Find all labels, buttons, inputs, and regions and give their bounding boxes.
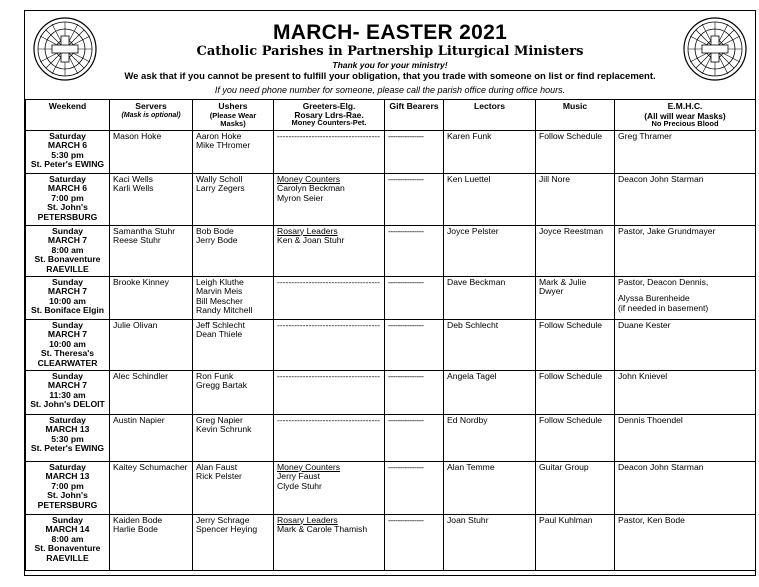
- weekend-line: CLEARWATER: [37, 357, 98, 368]
- weekend-line: PETERSBURG: [37, 499, 98, 510]
- weekend-line: MARCH 7: [47, 286, 88, 297]
- usher-name: Leigh Kluthe: [196, 276, 244, 287]
- music-entry: Jill Nore: [539, 173, 571, 184]
- lectors-cell: [444, 514, 536, 570]
- weekend-line: RAEVILLE: [46, 263, 89, 274]
- weekend-line: MARCH 6: [47, 140, 88, 151]
- lectors-cell: [444, 414, 536, 461]
- emhc-name: Alyssa Burenheide: [618, 293, 690, 304]
- weekend-cell: [26, 130, 110, 173]
- weekend-cell: [26, 225, 110, 276]
- greeters-cell: [274, 414, 385, 461]
- table-row: [26, 514, 756, 570]
- empty-dashes: ---------------: [388, 319, 424, 330]
- col-emhc: E.M.H.C. (All will wear Masks) No Precious Blood: [615, 100, 756, 131]
- music-cell: [536, 173, 615, 225]
- empty-dashes: ---------------: [388, 276, 424, 287]
- greeters-heading: Rosary Leaders: [277, 514, 338, 525]
- weekend-line: MARCH 13: [45, 424, 90, 435]
- weekend-line: Saturday: [49, 461, 86, 472]
- servers-cell: [110, 319, 193, 370]
- empty-dashes: ---------------: [388, 514, 424, 525]
- gift-cell: [385, 319, 444, 370]
- greeters-cell: [274, 276, 385, 319]
- music-entry: Joyce Reestman: [539, 225, 604, 236]
- empty-dashes: ------------------------------------: [277, 130, 381, 141]
- gift-cell: [385, 130, 444, 173]
- lector-name: Joan Stuhr: [447, 514, 489, 525]
- gift-cell: [385, 225, 444, 276]
- emhc-cell: [615, 276, 756, 319]
- weekend-cell: [26, 514, 110, 570]
- music-cell: [536, 514, 615, 570]
- empty-dashes: ---------------: [388, 461, 424, 472]
- col-ushers: Ushers (Please Wear Masks): [193, 100, 274, 131]
- empty-dashes: ---------------: [388, 173, 424, 184]
- empty-dashes: ------------------------------------: [277, 319, 381, 330]
- lector-name: Ken Luettel: [447, 173, 491, 184]
- weekend-line: MARCH 13: [45, 471, 90, 482]
- server-name: Kaitey Schumacher: [113, 461, 188, 472]
- servers-cell: [110, 514, 193, 570]
- server-name: Reese Stuhr: [113, 235, 161, 246]
- col-gift: Gift Bearers: [385, 100, 444, 131]
- emhc-cell: [615, 461, 756, 514]
- weekend-line: St. Boniface Elgin: [30, 305, 105, 316]
- table-row: [26, 276, 756, 319]
- weekend-line: PETERSBURG: [37, 211, 98, 222]
- servers-cell: [110, 414, 193, 461]
- weekend-cell: [26, 173, 110, 225]
- ushers-cell: [193, 414, 274, 461]
- emhc-cell: [615, 319, 756, 370]
- weekend-line: St. Theresa's: [40, 348, 95, 359]
- page-subtitle: Catholic Parishes in Partnership Liturgical Ministers: [196, 44, 584, 59]
- emhc-cell: [615, 414, 756, 461]
- col-greeters: Greeters-Elg. Rosary Ldrs-Rae. Money Counters-Pet.: [274, 100, 385, 131]
- weekend-line: St. John's: [47, 490, 88, 501]
- servers-cell: [110, 130, 193, 173]
- weekend-line: MARCH 14: [45, 524, 90, 535]
- lectors-cell: [444, 319, 536, 370]
- music-cell: [536, 370, 615, 414]
- empty-dashes: ------------------------------------: [277, 414, 381, 425]
- empty-dashes: ---------------: [388, 370, 424, 381]
- servers-cell: [110, 173, 193, 225]
- lector-name: Angela Tagel: [447, 370, 497, 381]
- table-row: [26, 414, 756, 461]
- servers-cell: [110, 225, 193, 276]
- usher-name: Jeff Schlecht: [196, 319, 246, 330]
- phone-note: If you need phone number for someone, please call the parish office during office hours.: [214, 85, 566, 95]
- music-entry: Follow Schedule: [539, 370, 603, 381]
- weekend-line: 10:00 am: [49, 338, 86, 349]
- empty-dashes: ------------------------------------: [277, 370, 381, 381]
- greeters-cell: [274, 225, 385, 276]
- usher-name: Marvin Meis: [196, 286, 243, 297]
- lector-name: Dave Beckman: [447, 276, 506, 287]
- emhc-cell: [615, 514, 756, 570]
- emhc-cell: [615, 173, 756, 225]
- greeter-name: Ken & Joan Stuhr: [277, 235, 345, 246]
- emhc-name: Deacon John Starman: [618, 173, 704, 184]
- music-entry: Follow Schedule: [539, 319, 603, 330]
- music-cell: [536, 276, 615, 319]
- ushers-cell: [193, 461, 274, 514]
- table-row: [26, 370, 756, 414]
- emhc-name: Pastor, Jake Grundmayer: [618, 225, 716, 236]
- lectors-cell: [444, 225, 536, 276]
- emhc-name: John Knievel: [618, 370, 668, 381]
- gift-cell: [385, 276, 444, 319]
- weekend-cell: [26, 370, 110, 414]
- page-title: MARCH- EASTER 2021: [272, 21, 508, 44]
- greeters-heading: Money Counters: [277, 461, 341, 472]
- usher-name: Bill Mescher: [196, 295, 243, 306]
- server-name: Austin Napier: [113, 414, 165, 425]
- lectors-cell: [444, 173, 536, 225]
- weekend-line: Saturday: [49, 173, 86, 184]
- emhc-name: Pastor, Ken Bode: [618, 514, 685, 525]
- weekend-line: MARCH 7: [47, 235, 88, 246]
- usher-name: Aaron Hoke: [196, 130, 242, 141]
- server-name: Alec Schindler: [113, 370, 168, 381]
- ushers-cell: [193, 173, 274, 225]
- weekend-line: 11:30 am: [49, 389, 86, 400]
- music-entry: Guitar Group: [539, 461, 589, 472]
- usher-name: Mike THromer: [196, 140, 251, 151]
- gift-cell: [385, 514, 444, 570]
- usher-name: Kevin Schrunk: [196, 424, 252, 435]
- weekend-line: MARCH 7: [47, 380, 88, 391]
- weekend-line: Sunday: [51, 514, 84, 525]
- weekend-line: 5:30 pm: [51, 149, 84, 160]
- weekend-cell: [26, 461, 110, 514]
- empty-dashes: ------------------------------------: [277, 276, 381, 287]
- usher-name: Greg Napier: [196, 414, 243, 425]
- lectors-cell: [444, 370, 536, 414]
- ushers-cell: [193, 225, 274, 276]
- weekend-line: St. Peter's EWING: [30, 159, 105, 170]
- emhc-cell: [615, 130, 756, 173]
- usher-name: Alan Faust: [196, 461, 238, 472]
- col-music: Music: [536, 100, 615, 131]
- greeters-cell: [274, 370, 385, 414]
- weekend-line: MARCH 6: [47, 183, 88, 194]
- weekend-line: St. John's: [47, 202, 88, 213]
- weekend-line: St. Bonaventure: [34, 543, 101, 554]
- lectors-cell: [444, 461, 536, 514]
- usher-name: Rick Pelster: [196, 471, 242, 482]
- greeters-cell: [274, 130, 385, 173]
- weekend-line: 8:00 am: [51, 244, 84, 255]
- table-row: [26, 173, 756, 225]
- emhc-name: Greg Thramer: [618, 130, 672, 141]
- weekend-line: Sunday: [51, 276, 84, 287]
- gift-cell: [385, 461, 444, 514]
- lector-name: Alan Temme: [447, 461, 495, 472]
- greeters-cell: [274, 514, 385, 570]
- greeters-cell: [274, 173, 385, 225]
- col-servers: Servers (Mask is optional): [110, 100, 193, 131]
- weekend-line: Sunday: [51, 370, 84, 381]
- weekend-line: Sunday: [51, 319, 84, 330]
- weekend-cell: [26, 276, 110, 319]
- lector-name: Deb Schlecht: [447, 319, 499, 330]
- music-entry: Follow Schedule: [539, 414, 603, 425]
- table-row: [26, 461, 756, 514]
- weekend-line: 7:00 pm: [51, 192, 84, 203]
- emhc-cell: [615, 225, 756, 276]
- gift-cell: [385, 173, 444, 225]
- emhc-name: Deacon John Starman: [618, 461, 704, 472]
- weekend-line: 10:00 am: [49, 295, 86, 306]
- weekend-cell: [26, 319, 110, 370]
- music-entry: Paul Kuhlman: [539, 514, 593, 525]
- usher-name: Bob Bode: [196, 225, 234, 236]
- server-name: Harlie Bode: [113, 524, 158, 535]
- gift-cell: [385, 414, 444, 461]
- thanks-note: Thank you for your ministry!: [332, 60, 448, 70]
- music-cell: [536, 130, 615, 173]
- weekend-cell: [26, 414, 110, 461]
- emhc-cell: [615, 370, 756, 414]
- greeter-name: Myron Seier: [277, 192, 324, 203]
- weekend-line: Saturday: [49, 130, 86, 141]
- servers-cell: [110, 370, 193, 414]
- schedule-page: [24, 10, 756, 576]
- greeter-name: Mark & Carole Thamish: [277, 524, 368, 535]
- server-name: Brooke Kinney: [113, 276, 169, 287]
- server-name: Mason Hoke: [113, 130, 162, 141]
- col-lectors: Lectors: [444, 100, 536, 131]
- usher-name: Randy Mitchell: [196, 305, 253, 316]
- usher-name: Ron Funk: [196, 370, 234, 381]
- table-row: [26, 319, 756, 370]
- music-cell: [536, 414, 615, 461]
- empty-dashes: ---------------: [388, 130, 424, 141]
- server-name: Julie Olivan: [113, 319, 158, 330]
- gift-cell: [385, 370, 444, 414]
- greeter-name: Jerry Faust: [277, 471, 320, 482]
- greeters-cell: [274, 461, 385, 514]
- emhc-name: (if needed in basement): [618, 302, 709, 313]
- table-row: [26, 130, 756, 173]
- server-name: Kaci Wells: [113, 173, 153, 184]
- weekend-line: RAEVILLE: [46, 552, 89, 563]
- usher-name: Wally Scholl: [196, 173, 243, 184]
- lectors-cell: [444, 276, 536, 319]
- weekend-line: 5:30 pm: [51, 433, 84, 444]
- ushers-cell: [193, 370, 274, 414]
- usher-name: Spencer Heying: [196, 524, 258, 535]
- ushers-cell: [193, 130, 274, 173]
- usher-name: Dean Thiele: [196, 329, 243, 340]
- ushers-cell: [193, 319, 274, 370]
- weekend-line: 8:00 am: [51, 533, 84, 544]
- table-row: [26, 225, 756, 276]
- server-name: Kaiden Bode: [113, 514, 163, 525]
- usher-name: Gregg Bartak: [196, 380, 248, 391]
- empty-dashes: ---------------: [388, 414, 424, 425]
- col-weekend: Weekend: [26, 100, 110, 131]
- servers-cell: [110, 461, 193, 514]
- lectors-cell: [444, 130, 536, 173]
- greeter-name: Clyde Stuhr: [277, 480, 322, 491]
- servers-cell: [110, 276, 193, 319]
- emhc-name: Pastor, Deacon Dennis,: [618, 276, 709, 287]
- emhc-name: Duane Kester: [618, 319, 671, 330]
- lector-name: Joyce Pelster: [447, 225, 499, 236]
- music-cell: [536, 225, 615, 276]
- lector-name: Karen Funk: [447, 130, 492, 141]
- weekend-line: MARCH 7: [47, 329, 88, 340]
- weekend-line: St. Bonaventure: [34, 254, 101, 265]
- server-name: Samantha Stuhr: [113, 225, 176, 236]
- music-entry: Follow Schedule: [539, 130, 603, 141]
- music-entry: Dwyer: [539, 286, 564, 297]
- weekend-line: St. Peter's EWING: [30, 443, 105, 454]
- weekend-line: Saturday: [49, 414, 86, 425]
- weekend-line: St. John's DELOIT: [30, 399, 105, 410]
- music-cell: [536, 319, 615, 370]
- weekend-line: 7:00 pm: [51, 480, 84, 491]
- lector-name: Ed Nordby: [447, 414, 488, 425]
- ushers-cell: [193, 514, 274, 570]
- ushers-cell: [193, 276, 274, 319]
- music-cell: [536, 461, 615, 514]
- usher-name: Larry Zegers: [196, 183, 245, 194]
- greeters-heading: Money Counters: [277, 173, 341, 184]
- greeters-cell: [274, 319, 385, 370]
- greeter-name: Carolyn Beckman: [277, 183, 345, 194]
- music-entry: Mark & Julie: [539, 276, 587, 287]
- greeters-heading: Rosary Leaders: [277, 225, 338, 236]
- usher-name: Jerry Schrage: [196, 514, 250, 525]
- schedule-table: [25, 99, 756, 571]
- usher-name: Jerry Bode: [196, 235, 238, 246]
- header-row: [26, 100, 756, 131]
- server-name: Karli Wells: [113, 183, 154, 194]
- emhc-name: Dennis Thoendel: [618, 414, 683, 425]
- request-note: We ask that if you cannot be present to fulfill your obligation, that you trade with someone on list or find replacement.: [124, 71, 656, 82]
- weekend-line: Sunday: [51, 225, 84, 236]
- empty-dashes: ---------------: [388, 225, 424, 236]
